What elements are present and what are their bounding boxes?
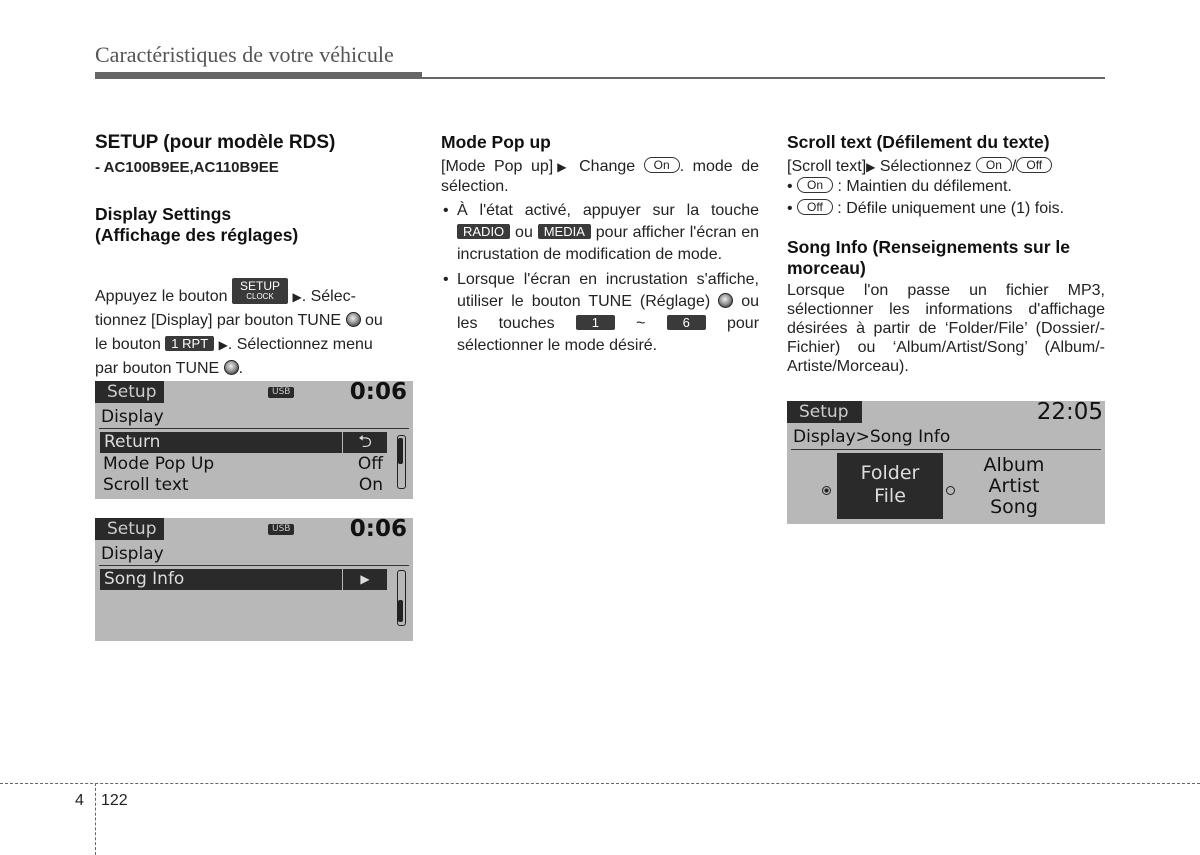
scroll-off-desc: • Off : Défile uniquement une (1) fois. (787, 200, 1065, 217)
screen-time: 22:05 (1036, 401, 1103, 425)
setup-instructions: Appuyez le bouton SETUP CLOCK ▶. Sélec- tionnez [Display] par bouton TUNE ou le bouton 1 RPT ▶. Sélectionnez menu par bouton TUNE . (95, 279, 383, 377)
page-number: 122 (101, 792, 128, 809)
screen-path: Display (101, 544, 164, 564)
return-icon: ⮌ (343, 432, 387, 453)
key-1-button: 1 (576, 315, 615, 330)
subheading-display-settings: Display Settings (95, 204, 232, 224)
header-rule-thin (422, 77, 1105, 79)
rpt-button: 1 RPT (165, 336, 214, 351)
radio-selected-icon (822, 486, 831, 495)
key-6-button: 6 (667, 315, 706, 330)
on-button: On (644, 157, 680, 173)
bullet-item: • Lorsque l'écran en incrustation s'affiche, utiliser le bouton TUNE (Réglage) ou les touches 1 ~ 6 pour sélectionner le mode désiré. (441, 269, 759, 357)
media-button: MEDIA (538, 224, 591, 239)
tune-knob-icon (346, 312, 361, 327)
usb-icon: USB (268, 524, 294, 535)
subheading-display-settings-fr: (Affichage des réglages) (95, 225, 299, 245)
menu-item-song-info: Song Info (100, 569, 342, 590)
setup-clock-button: SETUP CLOCK (232, 278, 288, 304)
option-album-artist-song: Album Artist Song (983, 454, 1045, 518)
section-heading-song-info: Song Info (Renseignements sur le morceau) (787, 237, 1070, 278)
chapter-number: 4 (75, 792, 84, 809)
screen-tag: Setup (95, 381, 164, 403)
radio-button: RADIO (457, 224, 510, 239)
screen-time: 0:06 (349, 518, 407, 542)
screen-path: Display (101, 407, 164, 427)
tune-knob-icon (718, 293, 733, 308)
menu-item-return: Return (100, 432, 342, 453)
mode-pop-up-value: Off (357, 454, 383, 474)
bullet-item: • À l'état activé, appuyer sur la touche RADIO ou MEDIA pour afficher l'écran en incrustation de modification de mode. (441, 200, 759, 266)
scroll-text-value: On (358, 475, 383, 495)
arrow-right-icon: ▶ (292, 290, 302, 304)
header-title: Caractéristiques de votre véhicule (95, 42, 394, 67)
section-heading: SETUP (pour modèle RDS) (95, 132, 336, 153)
footer-rule (0, 783, 1200, 784)
section-heading: Mode Pop up (441, 132, 551, 152)
usb-icon: USB (268, 387, 294, 398)
off-button: Off (797, 199, 833, 215)
header-rule (95, 72, 422, 79)
column-mode-pop-up (441, 132, 759, 357)
section-heading: Scroll text (Défilement du texte) (787, 132, 1050, 152)
screen-tag: Setup (95, 518, 164, 540)
display-screen-1 (95, 381, 413, 499)
screen-path: Display>Song Info (793, 427, 951, 447)
scrollbar-thumb (398, 600, 403, 622)
song-info-description: Lorsque l'on passe un fichier MP3, sélectionner les informations d'affichage désirées à partir de ‘Folder/File’ (Dossier/-Fichier) ou ‘Album/Artist/Song’ (Album/-Artiste/Morceau). (787, 282, 1105, 375)
on-button: On (976, 157, 1012, 173)
menu-item-mode-pop-up: Mode Pop Up (103, 454, 215, 474)
on-button: On (797, 177, 833, 193)
option-folder-file: Folder File (837, 453, 943, 519)
display-screen-2 (95, 518, 413, 641)
scroll-text-intro: [Scroll text]▶ Sélectionnez On / Off (787, 157, 1105, 177)
arrow-right-icon: ▶ (553, 160, 571, 174)
screen-time: 0:06 (349, 381, 407, 405)
mode-pop-up-intro: [Mode Pop up]▶ Change On . mode de sélection. (441, 158, 759, 195)
scrollbar-thumb (398, 438, 403, 464)
display-screen-3 (787, 401, 1105, 524)
radio-unselected-icon (946, 486, 955, 495)
screen-tag: Setup (787, 401, 862, 423)
chevron-right-icon: ▶ (343, 569, 387, 590)
arrow-right-icon: ▶ (866, 160, 876, 174)
column-setup (95, 132, 413, 381)
footer-divider (95, 783, 96, 855)
model-codes: - AC100B9EE,AC110B9EE (95, 159, 279, 176)
arrow-right-icon: ▶ (218, 338, 228, 352)
column-scroll-text (787, 132, 1105, 376)
tune-knob-icon (224, 360, 239, 375)
menu-item-scroll-text: Scroll text (103, 475, 189, 495)
off-button: Off (1016, 157, 1052, 173)
scroll-on-desc: • On : Maintien du défilement. (787, 178, 1012, 195)
